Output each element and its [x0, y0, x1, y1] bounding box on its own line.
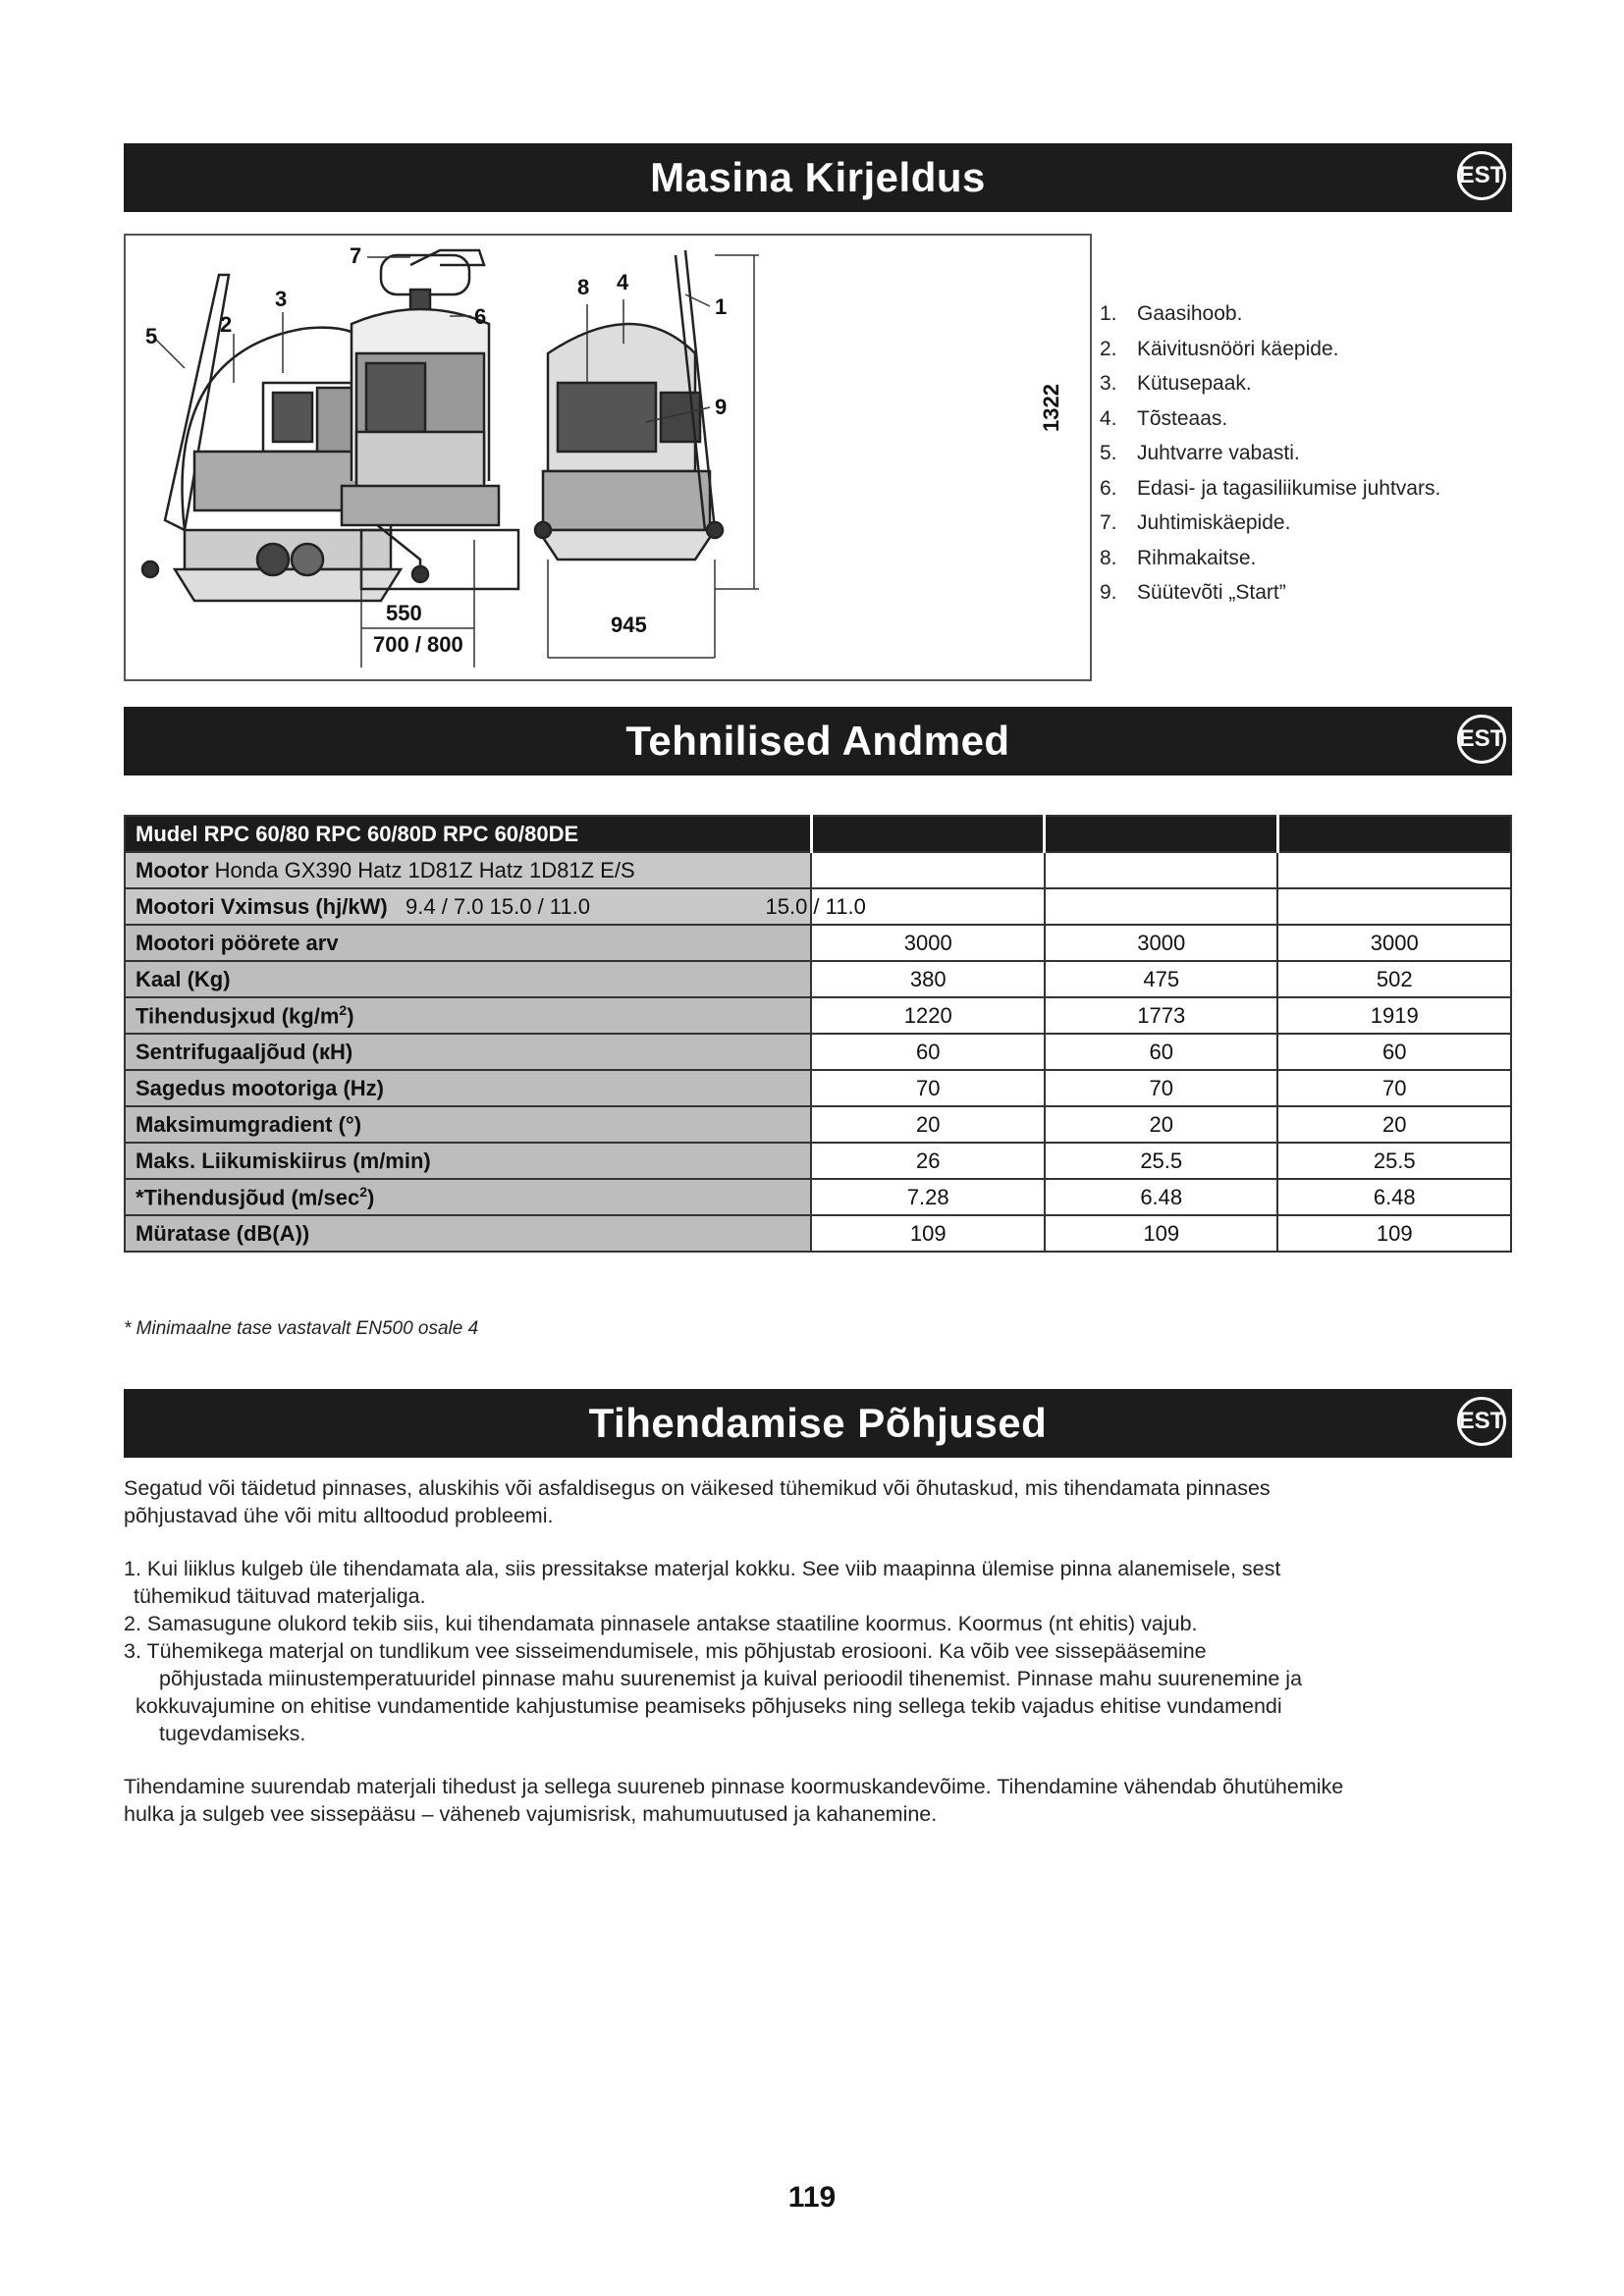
- table-cell: 20: [1277, 1106, 1511, 1143]
- footnote: * Minimaalne tase vastavalt EN500 osale 4: [124, 1318, 479, 1339]
- parts-list-item: [1100, 541, 1440, 576]
- section-title: Tihendamise Põhjused: [588, 1400, 1048, 1446]
- table-header-row: [125, 816, 1511, 852]
- table-cell: 60: [1045, 1034, 1278, 1070]
- row-label: Sentrifugaaljõud (кH): [125, 1034, 811, 1070]
- parts-list: [1100, 296, 1440, 611]
- dimension-length: 945: [611, 613, 647, 637]
- table-cell: 109: [1045, 1215, 1278, 1252]
- table-row: [125, 1179, 1511, 1215]
- section-title: Masina Kirjeldus: [650, 154, 986, 200]
- parts-list-label: Edasi- ja tagasiliikumise juhtvars.: [1137, 476, 1441, 500]
- motor-label: Mootor: [135, 857, 209, 882]
- parts-list-number: 9.: [1100, 581, 1117, 604]
- callout-5: 5: [145, 324, 158, 348]
- machine-illustration: [126, 236, 1090, 679]
- power-label: Mootori Vximsus (hj/kW): [135, 893, 388, 919]
- parts-list-item: [1100, 471, 1440, 507]
- table-cell: 3000: [1277, 925, 1511, 961]
- callout-3: 3: [275, 287, 288, 311]
- parts-list-item: [1100, 366, 1440, 401]
- section-header-compaction: [124, 1389, 1512, 1458]
- table-row: [125, 925, 1511, 961]
- parts-list-label: Tõsteaas.: [1137, 406, 1228, 430]
- parts-list-label: Juhtvarre vabasti.: [1137, 442, 1300, 464]
- parts-list-label: Gaasihoob.: [1137, 302, 1243, 325]
- table-row: [125, 1215, 1511, 1252]
- parts-list-item: [1100, 332, 1440, 367]
- power-values: 9.4 / 7.0 15.0 / 11.0: [406, 893, 590, 919]
- table-cell: 109: [811, 1215, 1045, 1252]
- model-header: Mudel RPC 60/80 RPC 60/80D RPC 60/80DE: [125, 816, 811, 852]
- table-cell: 25.5: [1045, 1143, 1278, 1179]
- language-badge: EST: [1457, 715, 1506, 764]
- compaction-intro: Segatud või täidetud pinnases, aluskihis või asfaldisegus on väikesed tühemikud või õhutaskud, mis tihendamata pinnases põhjustavad ühe või mitu alltoodud probleemi.: [124, 1476, 1271, 1527]
- list-item: tühemikud täituvad materjaliga.: [134, 1584, 426, 1608]
- parts-list-item: [1100, 506, 1440, 541]
- parts-list-number: 8.: [1100, 546, 1117, 569]
- table-cell: 1773: [1045, 997, 1278, 1034]
- compaction-outro: Tihendamine suurendab materjali tihedust ja sellega suureneb pinnase koormuskandevõime. Tihendamine vähendab õhutühemike hulka ja sulgeb vee sissepääsu – väheneb vajumisrisk, mahumuutused ja kahanemine.: [124, 1775, 1344, 1826]
- table-cell: 20: [1045, 1106, 1278, 1143]
- parts-list-item: [1100, 575, 1440, 611]
- parts-list-label: Rihmakaitse.: [1137, 546, 1257, 569]
- callout-4: 4: [617, 270, 629, 294]
- parts-list-number: 6.: [1100, 476, 1117, 500]
- table-cell: 70: [811, 1070, 1045, 1106]
- parts-list-item: [1100, 436, 1440, 471]
- parts-list-item: [1100, 401, 1440, 437]
- callout-6: 6: [474, 304, 487, 329]
- page-number: 119: [787, 2181, 837, 2214]
- table-cell: 20: [811, 1106, 1045, 1143]
- table-cell: 7.28: [811, 1179, 1045, 1215]
- parts-list-label: Süütevõti „Start”: [1137, 581, 1286, 604]
- parts-list-item: [1100, 296, 1440, 332]
- row-label: Tihendusjxud $(kg/m^2)$: [125, 997, 811, 1034]
- table-row: [125, 888, 1511, 925]
- row-label: Kaal (Kg): [125, 961, 811, 997]
- machine-diagram: [124, 234, 1092, 681]
- table-cell: 6.48: [1045, 1179, 1278, 1215]
- row-label: Maksimumgradient (°): [125, 1106, 811, 1143]
- parts-list-label: Kütusepaak.: [1137, 372, 1252, 395]
- parts-list-number: 3.: [1100, 372, 1117, 395]
- table-cell: 3000: [811, 925, 1045, 961]
- table-cell: 60: [811, 1034, 1045, 1070]
- table-cell: 502: [1277, 961, 1511, 997]
- section-title: Tehnilised Andmed: [625, 718, 1010, 764]
- specifications-table: [124, 815, 1512, 1253]
- callout-2: 2: [220, 312, 233, 337]
- row-label: Sagedus mootoriga (Hz): [125, 1070, 811, 1106]
- dimension-height: 1322: [1039, 384, 1063, 432]
- table-cell: 3000: [1045, 925, 1278, 961]
- table-cell: 6.48: [1277, 1179, 1511, 1215]
- table-cell: 25.5: [1277, 1143, 1511, 1179]
- list-item: 2. Samasugune olukord tekib siis, kui tihendamata pinnasele antakse staatiline koormus. Koormus (nt ehitis) vajub.: [124, 1612, 1198, 1635]
- table-cell: 26: [811, 1143, 1045, 1179]
- list-item: põhjustada miinustemperatuuridel pinnase mahu suurenemist ja kuival perioodil tihenemist. Pinnase mahu suurenemine ja: [159, 1667, 1303, 1690]
- dimension-width-inner: 550: [386, 601, 422, 625]
- list-item: kokkuvajumine on ehitise vundamentide kahjustumise peamiseks põhjuseks ning sellega tekib vajadus ehitise vundamendi: [135, 1694, 1282, 1718]
- section-header-technical: [124, 707, 1512, 775]
- parts-list-number: 7.: [1100, 511, 1117, 534]
- callout-9: 9: [715, 395, 728, 419]
- table-row: [125, 1070, 1511, 1106]
- callout-1: 1: [715, 294, 728, 319]
- parts-list-number: 1.: [1100, 302, 1117, 325]
- motor-values: Honda GX390 Hatz 1D81Z Hatz 1D81Z E/S: [214, 857, 635, 882]
- table-row: [125, 1034, 1511, 1070]
- parts-list-number: 4.: [1100, 406, 1117, 430]
- row-label: Maks. Liikumiskiirus (m/min): [125, 1143, 811, 1179]
- parts-list-number: 5.: [1100, 442, 1117, 464]
- language-badge: EST: [1457, 151, 1506, 200]
- table-row: [125, 1143, 1511, 1179]
- callout-8: 8: [577, 275, 590, 299]
- table-row: [125, 1106, 1511, 1143]
- table-cell: 1919: [1277, 997, 1511, 1034]
- table-row: [125, 997, 1511, 1034]
- table-cell: 70: [1277, 1070, 1511, 1106]
- table-row: [125, 961, 1511, 997]
- language-badge: EST: [1457, 1397, 1506, 1446]
- callout-7: 7: [350, 243, 362, 268]
- row-label: Mootori pöörete arv: [125, 925, 811, 961]
- list-item: 3. Tühemikega materjal on tundlikum vee sisseimendumisele, mis põhjustab erosiooni. Ka võib vee sissepääsemine: [124, 1639, 1207, 1663]
- table-cell: 1220: [811, 997, 1045, 1034]
- parts-list-label: Käivitusnööri käepide.: [1137, 337, 1339, 360]
- compaction-list: [124, 1555, 1498, 1747]
- table-cell: 60: [1277, 1034, 1511, 1070]
- table-cell: 70: [1045, 1070, 1278, 1106]
- row-label: Müratase (dB(A)): [125, 1215, 811, 1252]
- section-header-description: [124, 143, 1512, 212]
- table-row: [125, 852, 1511, 888]
- table-cell: 109: [1277, 1215, 1511, 1252]
- list-item: 1. Kui liiklus kulgeb üle tihendamata ala, siis pressitakse materjal kokku. See viib maapinna ülemise pinna alanemisele, sest: [124, 1557, 1281, 1580]
- power-values-extra: 15.0 / 11.0: [765, 893, 866, 919]
- table-cell: 380: [811, 961, 1045, 997]
- parts-list-number: 2.: [1100, 337, 1117, 360]
- parts-list-label: Juhtimiskäepide.: [1137, 511, 1291, 534]
- list-item: tugevdamiseks.: [159, 1722, 306, 1745]
- row-label: *Tihendusjõud $(m/\sec^2)$: [125, 1179, 811, 1215]
- dimension-width-outer: 700 / 800: [373, 632, 463, 657]
- table-cell: 475: [1045, 961, 1278, 997]
